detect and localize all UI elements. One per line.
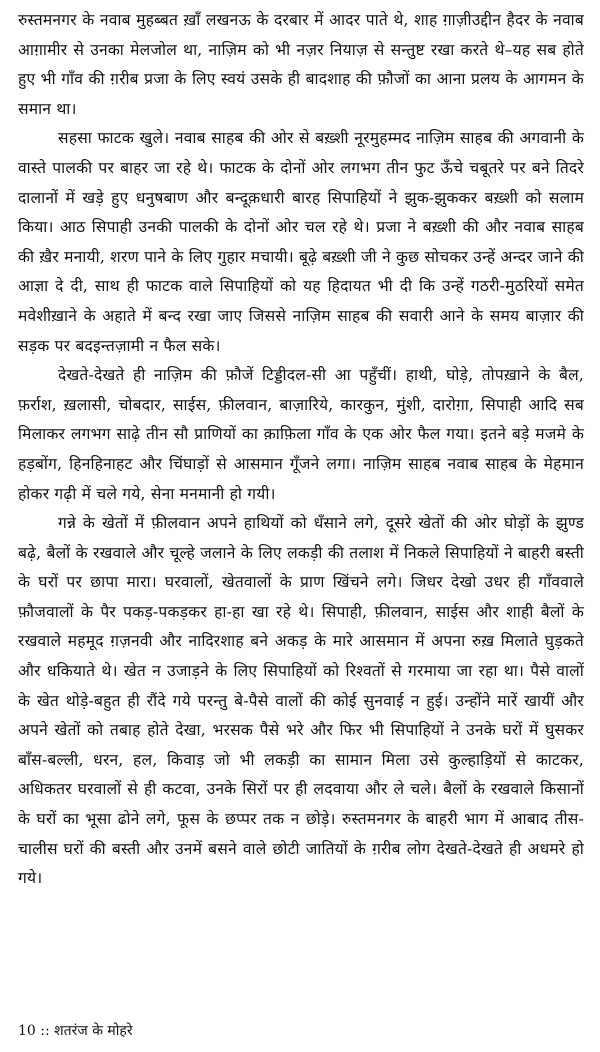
paragraph-3: देखते-देखते ही नाज़िम की फ़ौजें टिड्डीदल-सी आ पहुँचीं। हाथी, घोड़े, तोपख़ाने के बैल, फ़र्राश, ख़लासी, चोबदार, साईस, फ़ीलवान, बाज़ारिये, कारकुन, मुंशी, दारोग़ा, सिपाही आदि सब मिलाकर लगभग साढ़े तीन सौ प्राणियों का क़ाफ़िला गाँव के एक ओर फैल गया। इतने बड़े मजमे के हड़बोंग, हिनहिनाहट और चिंघाड़ों से आसमान गूँजने लगा। नाज़िम साहब नवाब साहब के मेहमान होकर गढ़ी में चले गये, सेना मनमानी हो गयी।	[18, 366, 584, 503]
paragraph-2: सहसा फाटक खुले। नवाब साहब की ओर से बख़्शी नूरमुहम्मद नाज़िम साहब की अगवानी के वास्ते पालकी पर बाहर जा रहे थे। फाटक के दोनों ओर लगभग तीन फुट ऊँचे चबूतरे पर बने तिदरे दालानों में खड़े हुए धनुषबाण और बन्दूक़धारी बारह सिपाहियों ने झुक-झुककर बख़्शी को सलाम किया। आठ सिपाही उनकी पालकी के दोनों ओर चल रहे थे। प्रजा ने बख़्शी की और नवाब साहब की ख़ैर मनायी, शरण पाने के लिए गुहार मचायी। बूढ़े बख़्शी जी ने कुछ सोचकर उन्हें अन्दर जाने की आज्ञा दे दी, साथ ही फाटक वाले सिपाहियों को यह हिदायत भी दी कि उन्हें गठरी-मुठरियों समेत मवेशीख़ाने के अहाते में बन्द रखा जाए जिससे नाज़िम साहब की सवारी आने के समय बाज़ार की सड़क पर बदइन्तज़ामी न फैल सके।	[18, 129, 584, 355]
paragraph-4: गन्ने के खेतों में फ़ीलवान अपने हाथियों को धँसाने लगे, दूसरे खेतों की ओर घोड़ों के झुण्ड बढ़े, बैलों के रखवाले और चूल्हे जलाने के लिए लकड़ी की तलाश में निकले सिपाहियों ने बाहरी बस्ती के घरों पर छापा मारा। घरवालों, खेतवालों के प्राण खिंचने लगे। जिधर देखो उधर ही गाँववाले फ़ौजवालों के पैर पकड़-पकड़कर हा-हा खा रहे थे। सिपाही, फ़ीलवान, साईस और शाही बैलों के रखवाले महमूद ग़ज़नवी और नादिरशाह बने अकड़ के मारे आसमान में अपना रुख़ मिलाते घुड़कते और धकियाते थे। खेत न उजाड़ने के लिए सिपाहियों को रिश्वतों से गरमाया जा रहा था। पैसे वालों के खेत थोड़े-बहुत ही रौंदे गये परन्तु बे-पैसे वालों की कोई सुनवाई न हुई। उन्होंने मारें खायीं और अपने खेतों को तबाह होते देखा, भरसक पैसे भरे और फिर भी सिपाहियों ने उनके घरों में घुसकर बाँस-बल्ली, धरन, हल, किवाड़ जो भी लकड़ी का सामान मिला उसे कुल्हाड़ियों से काटकर, अधिकतर घरवालों से ही कटवा, उनके सिरों पर ही लदवाया और ले चले। बैलों के रखवाले किसानों के घरों का भूसा ढोने लगे, फूस के छप्पर तक न छोड़े। रुस्तमनगर के बाहरी भाग में आबाद तीस-चालीस घरों की बस्ती और उनमें बसने वाले छोटी जातियों के ग़रीब लोग देखते-देखते ही अधमरे हो गये।	[18, 514, 584, 888]
page-footer: 10 :: शतरंज के मोहरे	[18, 1023, 133, 1039]
paragraph-1: रुस्तमनगर के नवाब मुहब्बत ख़ाँ लखनऊ के दरबार में आदर पाते थे, शाह ग़ाज़ीउद्दीन हैदर के नवाब आग़ामीर से उनका मेलजोल था, नाज़िम को भी नज़र नियाज़ से सन्तुष्ट रखा करते थे–यह सब होते हुए भी गाँव की ग़रीब प्रजा के लिए स्वयं उसके ही बादशाह की फ़ौजों का आना प्रलय के आगमन के समान था।	[18, 11, 584, 118]
